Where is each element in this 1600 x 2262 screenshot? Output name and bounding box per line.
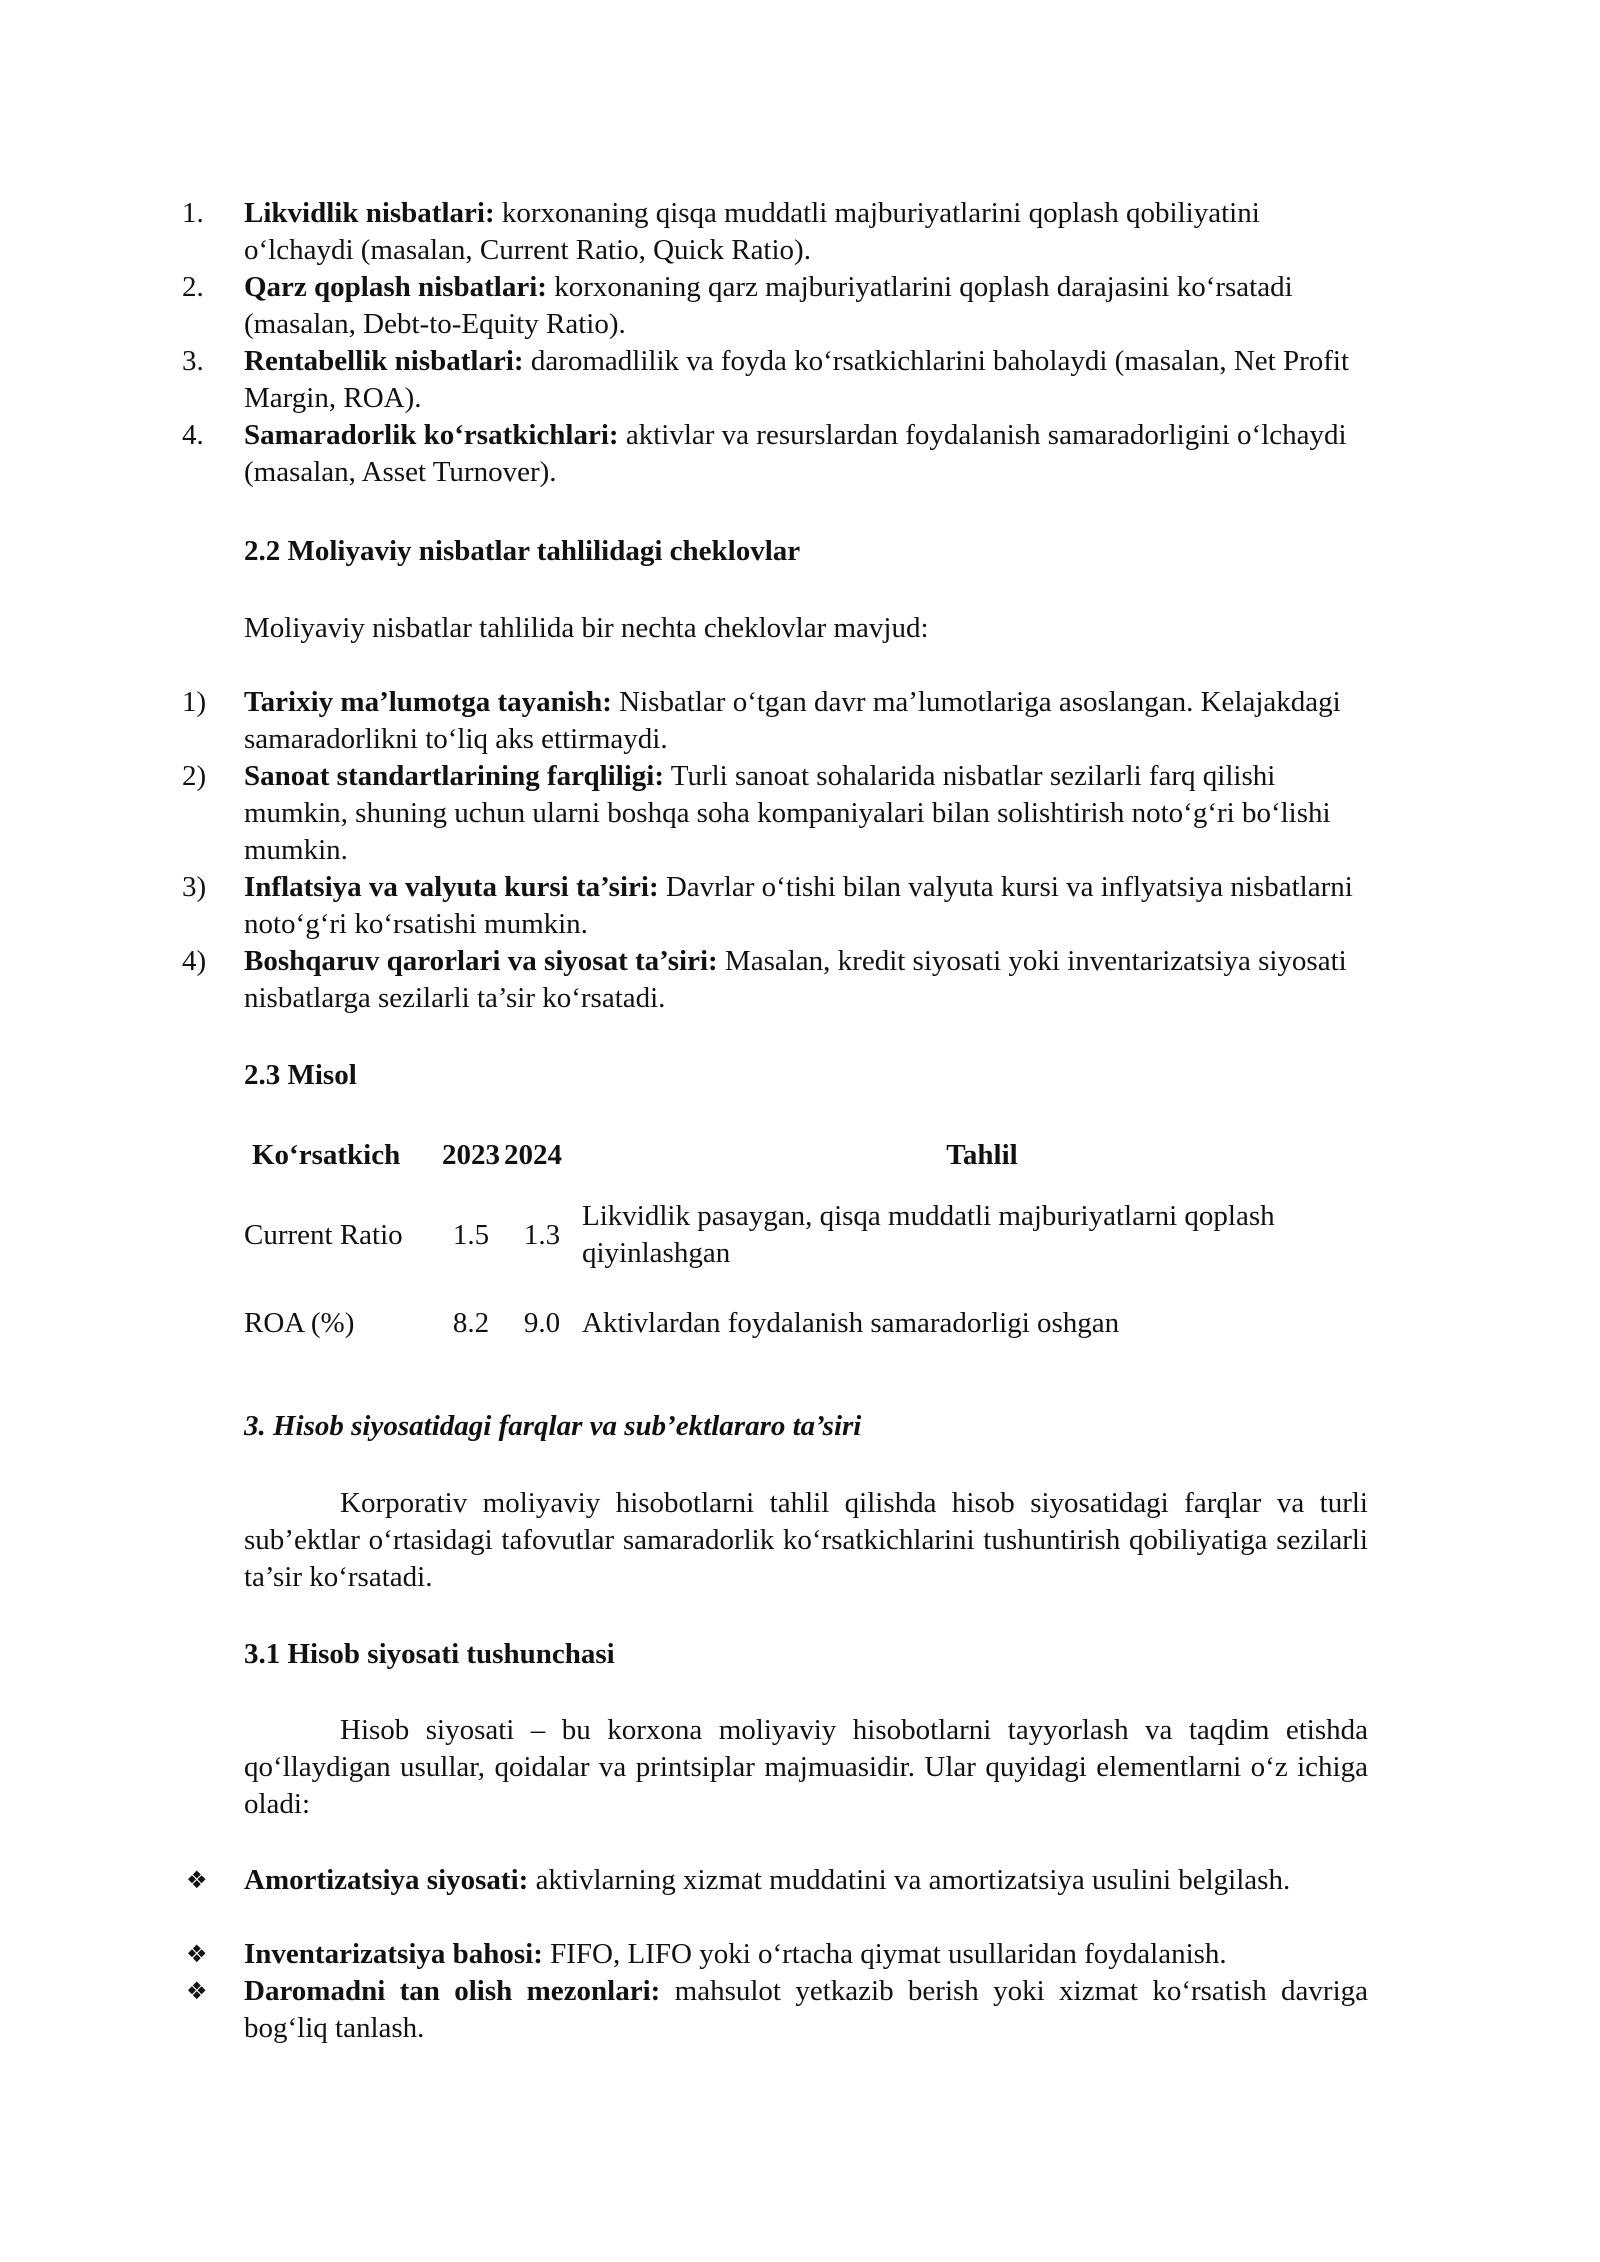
table-header-cell: 2023 [442, 1138, 500, 1171]
list-number: 1. [182, 197, 204, 229]
list-text: Masalan, kredit siyosati yoki inventarizatsiya siyosati nisbatlarga sezilarli ta’sir ko‘rsatadi. [244, 945, 1347, 1014]
section-paragraph: Hisob siyosati – bu korxona moliyaviy hisobotlarni tayyorlash va taqdim etishda qo‘llaydigan usullar, qoidalar va printsiplar majmuasidir. Ular quyidagi elementlarni o‘z ichiga oladi: [244, 1714, 1368, 1820]
list-term: Samaradorlik ko‘rsatkichlari: [244, 419, 619, 451]
section-heading-2-2: 2.2 Moliyaviy nisbatlar tahlilidagi cheklovlar [244, 535, 801, 567]
list-number: 2. [182, 271, 204, 303]
table-cell: Aktivlardan foydalanish samaradorligi oshgan [582, 1306, 1120, 1339]
diamond-bullet-icon: ❖ [186, 1866, 208, 1894]
list-term: Qarz qoplash nisbatlari: [244, 271, 547, 303]
table-cell: 1.5 [452, 1218, 490, 1251]
list-number: 4) [182, 945, 207, 977]
table-row [244, 1288, 1382, 1358]
table-cell: Likvidlik pasaygan, qisqa muddatli majburiyatlarni qoplash qiyinlashgan [582, 1200, 1275, 1269]
table-header-cell: Tahlil [946, 1138, 1018, 1171]
list-item [182, 684, 1368, 758]
list-number: 3) [182, 871, 207, 903]
list-item [182, 343, 1368, 417]
bullet-text: FIFO, LIFO yoki o‘rtacha qiymat usullaridan foydalanish. [542, 1938, 1227, 1970]
list-number: 2) [182, 760, 207, 792]
section-heading-3-1: 3.1 Hisob siyosati tushunchasi [244, 1638, 615, 1670]
list-text: korxonaning qarz majburiyatlarini qoplash darajasini ko‘rsatadi (masalan, Debt-to-Equity Ratio). [244, 271, 1293, 340]
bullet-item [186, 1936, 1368, 1973]
list-term: Sanoat standartlarining farqliligi: [244, 760, 665, 792]
list-term: Tarixiy ma’lumotga tayanish: [244, 686, 612, 718]
bullet-item [186, 1973, 1369, 2047]
list-term: Inflatsiya va valyuta kursi ta’siri: [244, 871, 659, 903]
list-term: Rentabellik nisbatlari: [244, 345, 524, 377]
list-text: daromadlilik va foyda ko‘rsatkichlarini baholaydi (masalan, Net Profit Margin, ROA). [244, 345, 1350, 414]
bullet-term: Amortizatsiya siyosati: [244, 1864, 529, 1896]
table-cell: 1.3 [523, 1218, 561, 1251]
list-item [182, 758, 1368, 869]
list-text: korxonaning qisqa muddatli majburiyatlarini qoplash qobiliyatini o‘lchaydi (masalan, Current Ratio, Quick Ratio). [244, 197, 1260, 266]
list-number: 3. [182, 345, 204, 377]
list-term: Likvidlik nisbatlari: [244, 197, 495, 229]
list-term: Boshqaruv qarorlari va siyosat ta’siri: [244, 945, 718, 977]
diamond-bullet-icon: ❖ [186, 1977, 208, 2005]
bullet-term: Daromadni tan olish mezonlari: [244, 1975, 661, 2007]
list-item [182, 195, 1368, 269]
section-heading-2-3: 2.3 Misol [244, 1059, 357, 1091]
table-header-row [244, 1128, 1382, 1182]
list-text: Turli sanoat sohalarida nisbatlar sezilarli farq qilishi mumkin, shuning uchun ularni boshqa soha kompaniyalari bilan solishtirish noto‘g‘ri bo‘lishi mumkin. [244, 760, 1331, 866]
section-heading-3: 3. Hisob siyosatidagi farqlar va sub’ektlararo ta’siri [244, 1410, 862, 1442]
example-table [244, 1128, 1382, 1358]
list-text: Davrlar o‘tishi bilan valyuta kursi va inflyatsiya nisbatlarni noto‘g‘ri ko‘rsatishi mumkin. [244, 871, 1353, 940]
diamond-bullet-icon: ❖ [186, 1940, 208, 1968]
list-item [182, 943, 1368, 1017]
bullet-text: aktivlarning xizmat muddatini va amortizatsiya usulini belgilash. [528, 1864, 1291, 1896]
section-paragraph: Korporativ moliyaviy hisobotlarni tahlil qilishda hisob siyosatidagi farqlar va turli sub’ektlar o‘rtasidagi tafovutlar samaradorlik ko‘rsatkichlarini tushuntirish qobiliyatiga sezilarli ta’sir ko‘rsatadi. [244, 1487, 1368, 1593]
list-number: 1) [182, 686, 207, 718]
table-header-cell: 2024 [504, 1138, 562, 1171]
list-item [182, 269, 1368, 343]
table-header-cell: Ko‘rsatkich [252, 1138, 401, 1171]
table-cell: ROA (%) [244, 1306, 355, 1339]
list-item [182, 417, 1368, 491]
table-cell: 8.2 [452, 1306, 490, 1339]
list-text: aktivlar va resurslardan foydalanish samaradorligini o‘lchaydi (masalan, Asset Turnover). [244, 419, 1347, 488]
table-row [244, 1182, 1382, 1288]
bullet-term: Inventarizatsiya bahosi: [244, 1938, 543, 1970]
list-number: 4. [182, 419, 204, 451]
section-intro: Moliyaviy nisbatlar tahlilida bir nechta cheklovlar mavjud: [244, 612, 929, 644]
bullet-item [186, 1862, 1368, 1899]
list-text: Nisbatlar o‘tgan davr ma’lumotlariga asoslangan. Kelajakdagi samaradorlikni to‘liq aks ettirmaydi. [244, 686, 1341, 755]
table-cell: Current Ratio [244, 1218, 403, 1251]
table-cell: 9.0 [523, 1306, 561, 1339]
bullet-text: mahsulot yetkazib berish yoki xizmat ko‘rsatish davriga bog‘liq tanlash. [244, 1975, 1369, 2044]
list-item [182, 869, 1368, 943]
